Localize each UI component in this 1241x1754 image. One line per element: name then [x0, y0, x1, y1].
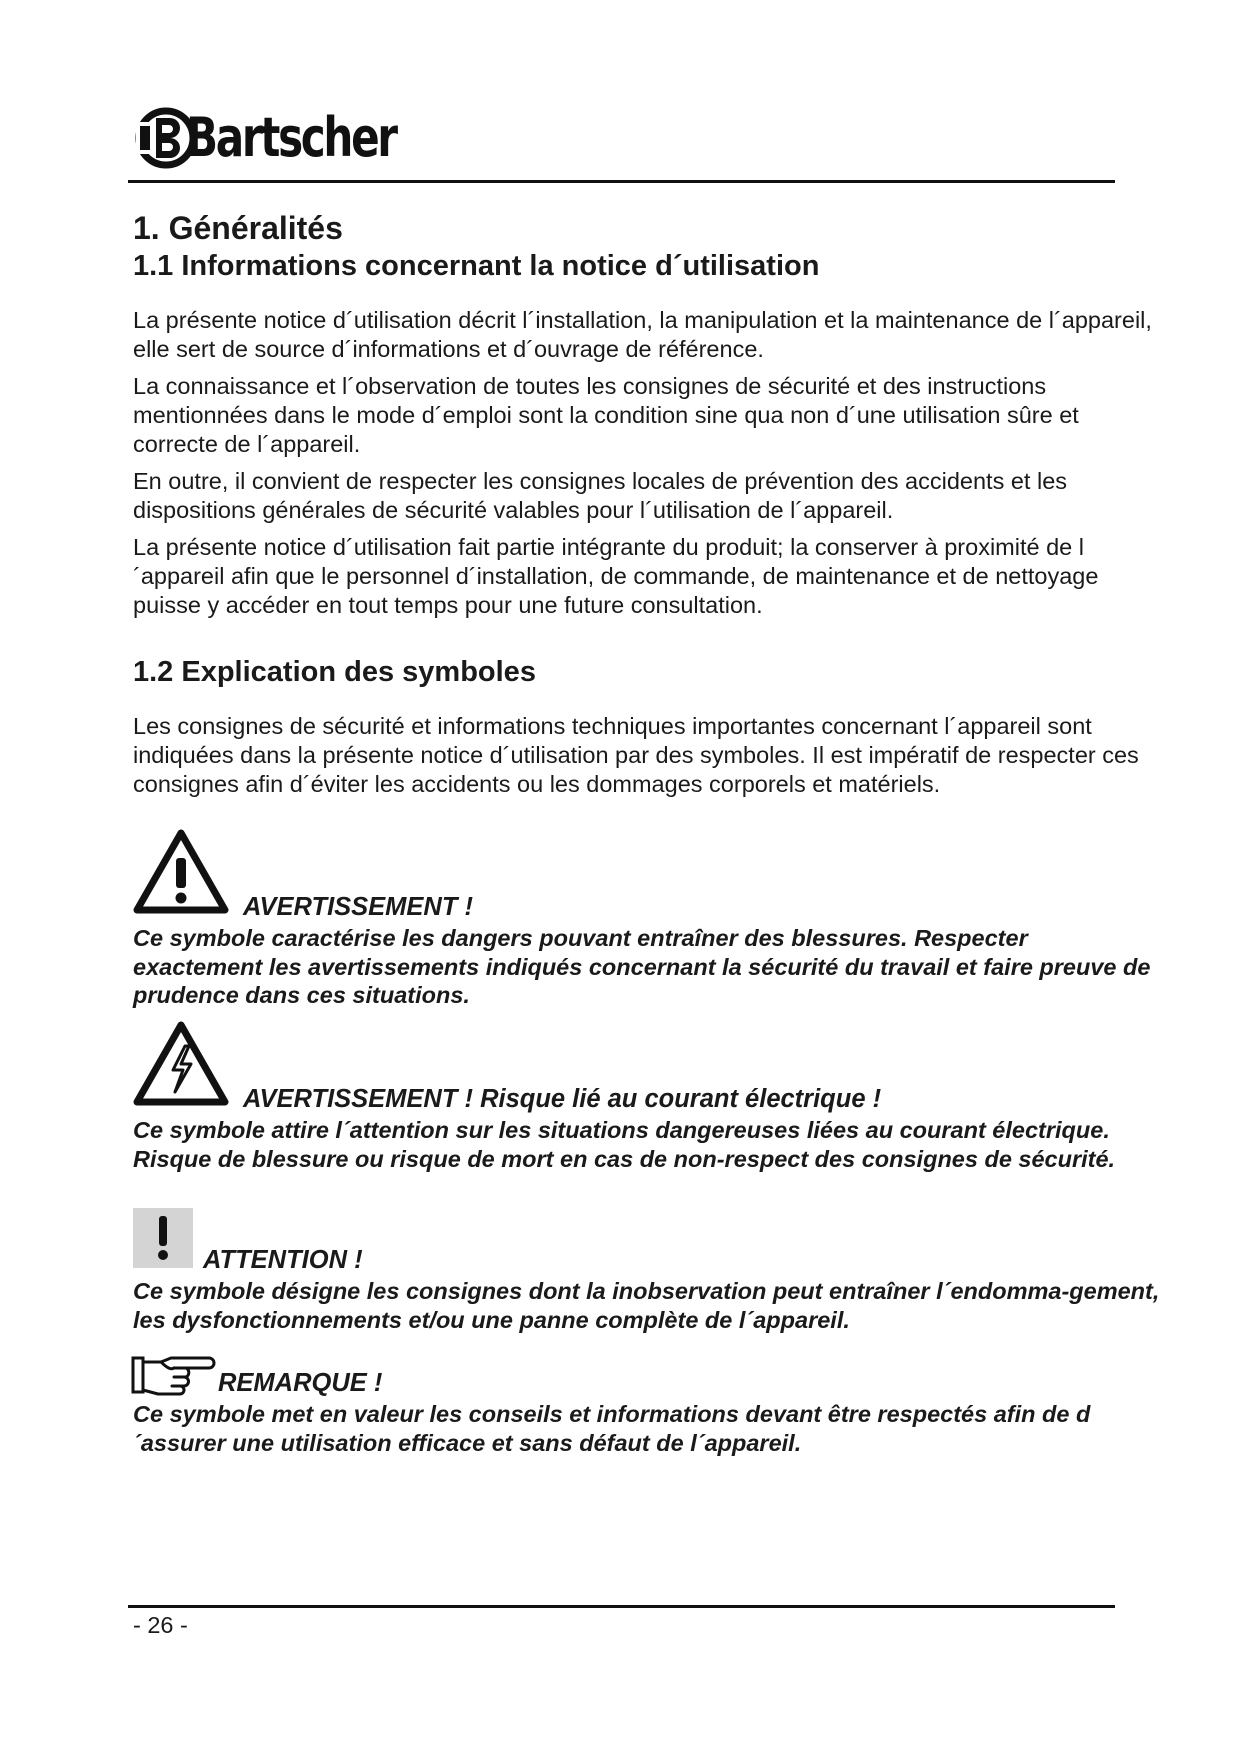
exclamation-icon [133, 1208, 193, 1268]
paragraph-3: En outre, il convient de respecter les consignes locales de prévention des accidents et les dispositions générales de sécurité valables pour l´utilisation de l´appareil. [133, 468, 1068, 523]
page-number: - 26 - [133, 1612, 188, 1638]
subsection-title-1-1: 1.1 Informations concernant la notice d´utilisation [133, 250, 820, 282]
attention-title: ATTENTION ! [203, 1246, 363, 1274]
header-divider [128, 180, 1115, 183]
paragraph-1: La présente notice d´utilisation décrit l´installation, la manipulation et la maintenance de l´appareil, elle sert de source d´informations et d´ouvrage de référence. [133, 307, 1152, 362]
warning-triangle-icon [133, 828, 229, 916]
pointing-hand-icon [128, 1350, 218, 1400]
attention-description: Ce symbole désigne les consignes dont la inobservation peut entraîner l´endomma-gement, les dysfonctionnements et/ou une panne complète de l´appareil. [133, 1278, 1160, 1333]
electrical-warning-description: Ce symbole attire l´attention sur les situations dangereuses liées au courant électrique. Risque de blessure ou risque de mort en cas de non-respect des consignes de sécurité. [133, 1117, 1116, 1172]
electrical-hazard-icon [133, 1020, 229, 1108]
subsection-title-1-2: 1.2 Explication des symboles [133, 656, 536, 688]
remark-description: Ce symbole met en valeur les conseils et informations devant être respectés afin de d´assurer une utilisation efficace et sans défaut de l´appareil. [133, 1401, 1091, 1456]
symbols-intro: Les consignes de sécurité et informations techniques importantes concernant l´appareil sont indiquées dans la présente notice d´utilisation par des symboles. Il est impératif de respecter ces consignes afin d´éviter les accidents ou les dommages corporels et matériels. [133, 713, 1139, 797]
brand-name: Bartscher [186, 106, 396, 169]
paragraph-4: La présente notice d´utilisation fait partie intégrante du produit; la conserver à proximité de l´appareil afin que le personnel d´installation, de commande, de maintenance et de nettoyage puisse y accéder en tout temps pour une future consultation. [133, 534, 1099, 618]
electrical-warning-title: AVERTISSEMENT ! Risque lié au courant électrique ! [243, 1085, 882, 1113]
bartscher-logo-mark-icon [134, 102, 194, 174]
brand-logo [134, 100, 455, 176]
warning-description: Ce symbole caractérise les dangers pouvant entraîner des blessures. Respecter exactement les avertissements indiqués concernant la sécurité du travail et faire preuve de prudence dans ces situations. [133, 925, 1151, 1008]
section-title: 1. Généralités [133, 210, 343, 246]
footer-divider [128, 1605, 1115, 1608]
warning-title: AVERTISSEMENT ! [243, 893, 473, 921]
paragraph-2: La connaissance et l´observation de toutes les consignes de sécurité et des instructions mentionnées dans le mode d´emploi sont la condition sine qua non d´une utilisation sûre et correcte de l´appareil. [133, 373, 1079, 457]
remark-title: REMARQUE ! [218, 1369, 383, 1397]
